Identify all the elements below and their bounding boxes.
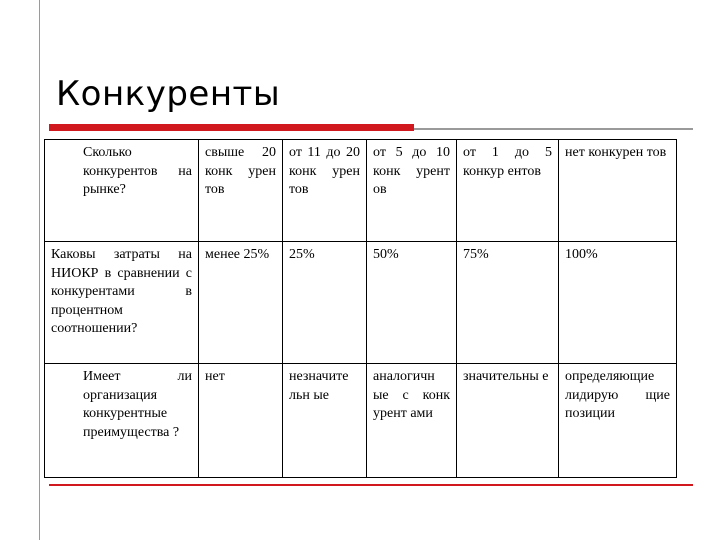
option-cell: менее 25% [199,242,283,364]
table-row [45,140,677,242]
left-vertical-rule [39,0,40,540]
question-cell: Сколько конкурентов на рынке? [45,140,199,242]
option-cell: свыше 20 конк урен тов [199,140,283,242]
table-row [45,364,677,478]
option-cell: незначите льн ые [283,364,367,478]
bottom-red-rule [49,484,693,486]
option-cell: от 11 до 20 конк урен тов [283,140,367,242]
option-cell: 100% [559,242,677,364]
option-cell: аналогичн ые с конк урент ами [367,364,457,478]
option-cell: 75% [457,242,559,364]
option-cell: от 5 до 10 конк урент ов [367,140,457,242]
option-cell: значительны е [457,364,559,478]
competitors-table [44,139,677,478]
table-row [45,242,677,364]
question-cell: Имеет ли организация конкурентные преимущества ? [45,364,199,478]
option-cell: 25% [283,242,367,364]
option-cell: нет [199,364,283,478]
option-cell: определяющие лидирую щие позиции [559,364,677,478]
option-cell: 50% [367,242,457,364]
option-cell: нет конкурен тов [559,140,677,242]
slide-title: Конкуренты [56,74,281,114]
option-cell: от 1 до 5 конкур ентов [457,140,559,242]
title-underline-red [49,124,414,131]
question-cell: Каковы затраты на НИОКР в сравнении с конкурентами в процентном соотношении? [45,242,199,364]
